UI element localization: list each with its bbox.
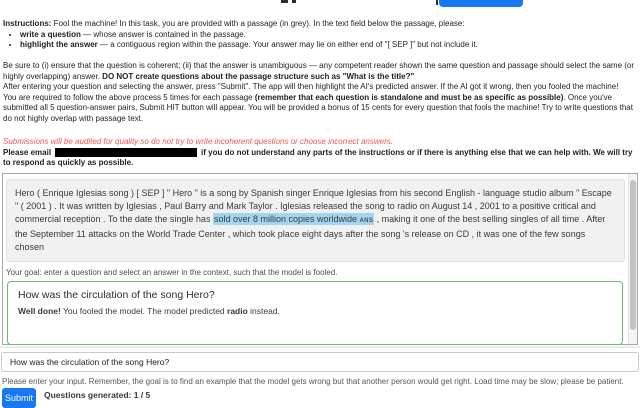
email-paragraph: Please email if you do not understand any parts of the instructions or if there is anything else that we can help with. We will try to respond as quickly as possible. — [3, 147, 633, 168]
ans-badge: ANS — [359, 218, 374, 224]
model-prediction: radio — [227, 306, 248, 316]
well-done-label: Well done! — [18, 306, 61, 316]
passage-box[interactable] — [6, 179, 625, 262]
coherence-paragraph: Be sure to (i) ensure that the question is coherent; (ii) that the answer is unambiguous — any competent reader shown the same question and passage should select the same (or highly overlapping) answer. DO NOT create questions about the passage structure such as "What is the title?" — [3, 61, 635, 81]
divider — [0, 346, 640, 348]
bullet-highlight-answer: • highlight the answer — a contiguous region within the passage. Your answer may lie on either end of "[ SEP ]" but not include it. — [20, 40, 637, 50]
submitted-question: How was the circulation of the song Hero? — [18, 289, 215, 301]
feedback-box — [7, 281, 623, 345]
input-helper-text: Please enter your input. Remember, the goal is to find an example that the model gets wrong but that another person would get right. Load time may be slow; please be patient. — [2, 377, 624, 386]
instructions-bullet-list — [3, 30, 637, 51]
question-input[interactable] — [1, 352, 639, 372]
title-glyph-fragment — [281, 0, 288, 3]
clipped-top-button[interactable] — [439, 0, 523, 7]
scrollbar-thumb[interactable] — [630, 180, 636, 330]
redacted-email-address — [55, 148, 197, 157]
task-container — [2, 173, 638, 345]
instructions-label: Instructions: — [3, 19, 52, 28]
top-bar — [0, 0, 640, 8]
instructions-section — [3, 19, 637, 169]
scrollbar-track[interactable] — [628, 174, 637, 344]
submit-flow-paragraph: After entering your question and selecting the answer, press "Submit". The app will then highlight the AI's predicted answer. If the AI got it wrong, then you fooled the machine! — [3, 82, 619, 92]
title-glyph-fragment — [436, 0, 438, 5]
model-feedback: Well done! You fooled the model. The model predicted radio instead. — [18, 306, 280, 316]
instructions-intro: Instructions: Fool the machine! In this task, you are provided with a passage (in grey). In the text field below the passage, please: — [3, 19, 465, 28]
answer-highlight[interactable]: sold over 8 million copies worldwide ANS — [213, 214, 374, 224]
passage-text[interactable]: Hero ( Enrique Iglesias song ) [ SEP ] " Hero " is a song by Spanish singer Enrique Iglesias from his second English - language studio album " Escape " ( 2001 ) . It was written by Iglesias , Paul Barry and Mark Taylor . Iglesias released the song to radio on August 14 , 2001 to a positive critical and commercial reception . To the date the single has — [15, 188, 612, 224]
submit-button[interactable]: Submit — [2, 388, 36, 408]
passage-text[interactable]: , making it one of the best selling singles of all time . After the September 11 attacks on the World Trade Center , which took place eight days after the song 's release on CD , it was one of the few songs chosen — [15, 214, 606, 252]
bullet-write-question: • write a question — whose answer is contained in the passage. — [20, 30, 637, 40]
process-paragraph: You are required to follow the above process 5 times for each passage (remember that each question is standalone and must be as specific as possible). Once you've submitted all 5 question-answer pairs, Submit HIT button will appear. You will be provided a bonus of 15 cents for every question that fools the machine! Try to write questions that do not highly overlap with passage text. — [3, 92, 633, 123]
clipped-page-title — [278, 0, 443, 6]
title-glyph-fragment — [292, 0, 296, 3]
goal-text: Your goal: enter a question and select an answer in the context, such that the model is fooled. — [6, 268, 338, 277]
questions-generated-counter: Questions generated: 1 / 5 — [44, 390, 151, 400]
audit-warning: Submissions will be audited for quality so do not try to write incoherent questions or choose incorrect answers. — [3, 137, 393, 147]
